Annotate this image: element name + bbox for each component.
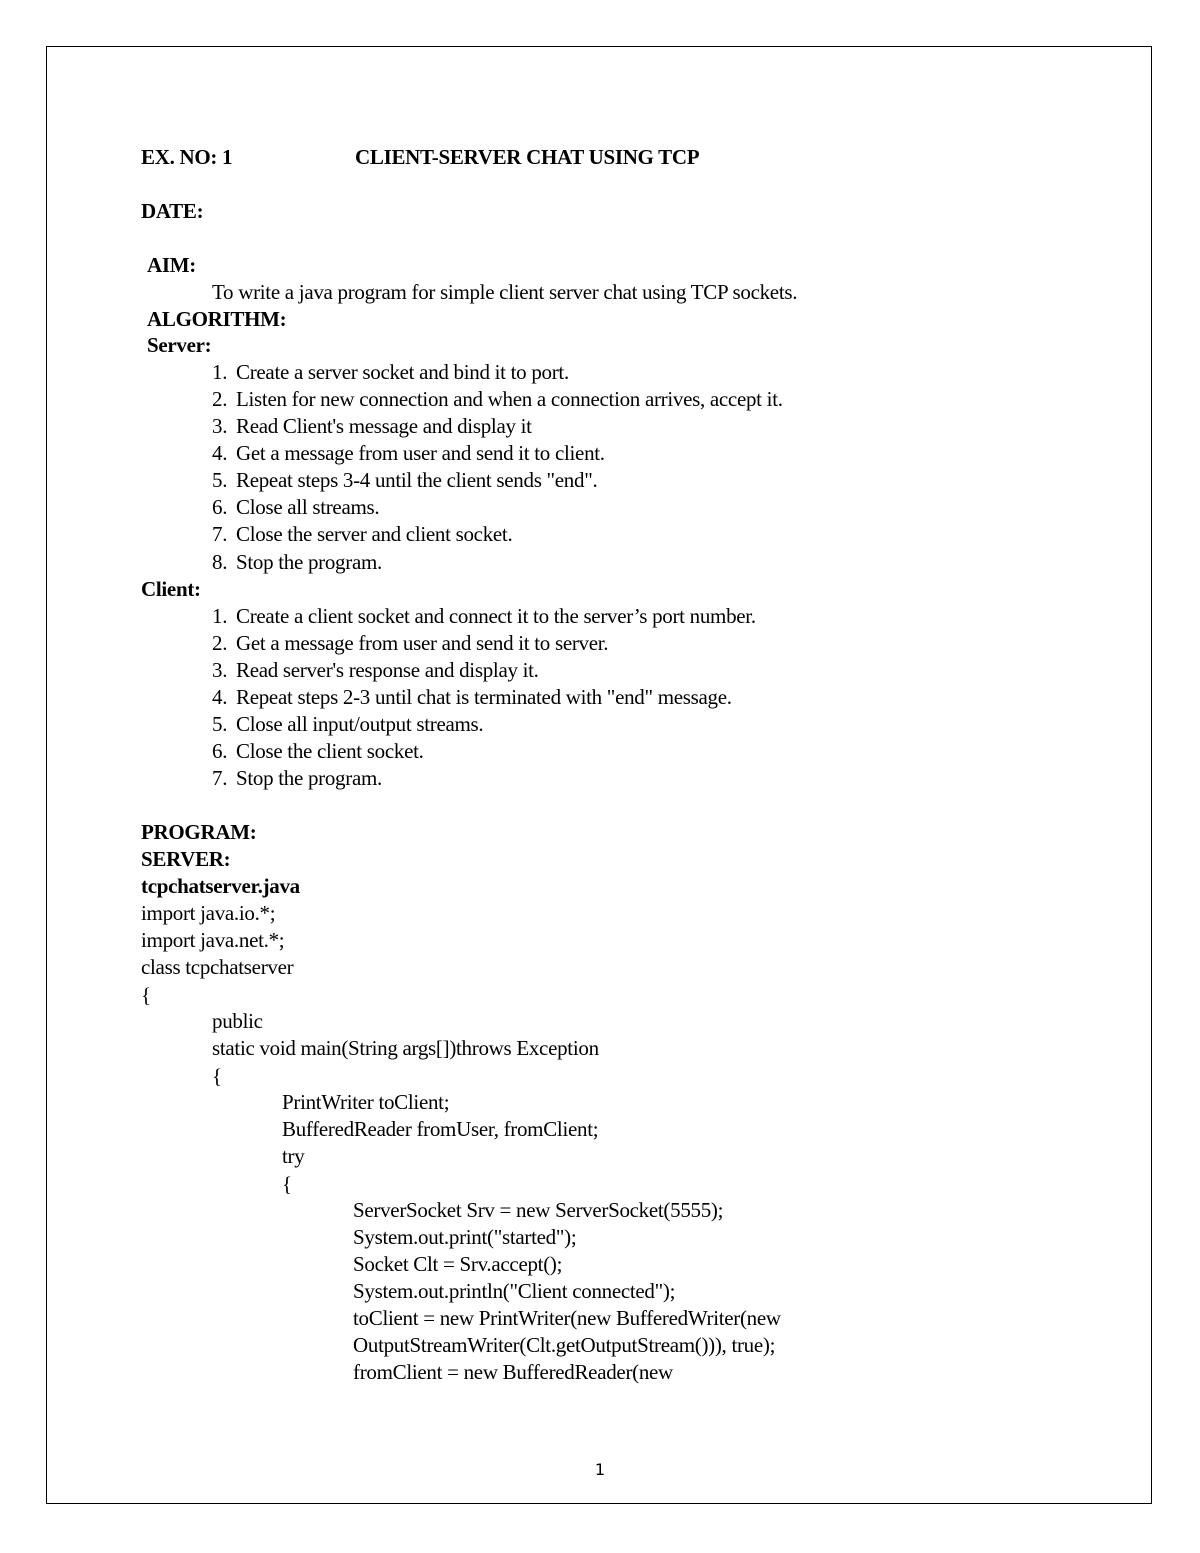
step-number: 6. (212, 739, 228, 763)
server-heading: Server: (147, 333, 212, 357)
code-line: import java.io.*; (141, 901, 276, 925)
step-text: Create a client socket and connect it to the server’s port number. (236, 604, 756, 628)
code-line: { (141, 983, 151, 1007)
server-step (212, 359, 569, 385)
step-number: 8. (212, 550, 228, 574)
step-text: Stop the program. (236, 550, 382, 574)
step-text: Repeat steps 2-3 until chat is terminated with "end" message. (236, 685, 732, 709)
code-line: BufferedReader fromUser, fromClient; (282, 1117, 599, 1141)
code-line: System.out.print("started"); (353, 1225, 577, 1249)
step-number: 6. (212, 495, 228, 519)
code-line: PrintWriter toClient; (282, 1090, 450, 1114)
step-text: Get a message from user and send it to server. (236, 631, 609, 655)
code-line: static void main(String args[])throws Exception (212, 1036, 599, 1060)
step-number: 4. (212, 685, 228, 709)
client-step (212, 630, 608, 656)
code-line: fromClient = new BufferedReader(new (353, 1360, 673, 1384)
code-line: Socket Clt = Srv.accept(); (353, 1252, 563, 1276)
code-line: ServerSocket Srv = new ServerSocket(5555); (353, 1198, 724, 1222)
step-text: Repeat steps 3-4 until the client sends "end". (236, 468, 598, 492)
server-step (212, 413, 532, 439)
client-heading: Client: (141, 577, 201, 601)
step-text: Listen for new connection and when a connection arrives, accept it. (236, 387, 783, 411)
client-step (212, 603, 756, 629)
step-number: 1. (212, 360, 228, 384)
program-heading: PROGRAM: (141, 820, 257, 844)
code-line: try (282, 1144, 305, 1168)
code-line: OutputStreamWriter(Clt.getOutputStream())), true); (353, 1333, 776, 1357)
algorithm-heading: ALGORITHM: (147, 307, 287, 331)
date-label: DATE: (141, 199, 204, 223)
source-filename: tcpchatserver.java (141, 874, 300, 898)
step-number: 2. (212, 387, 228, 411)
code-line: { (282, 1172, 292, 1196)
client-step (212, 684, 732, 710)
step-text: Close the client socket. (236, 739, 424, 763)
step-text: Read Client's message and display it (236, 414, 532, 438)
step-text: Close the server and client socket. (236, 522, 513, 546)
code-line: import java.net.*; (141, 928, 285, 952)
step-text: Stop the program. (236, 766, 382, 790)
code-line: { (212, 1064, 222, 1088)
client-step (212, 711, 483, 737)
server-step (212, 386, 783, 412)
server-program-label: SERVER: (141, 847, 231, 871)
step-number: 7. (212, 522, 228, 546)
page-number: 1 (594, 1460, 606, 1479)
step-number: 7. (212, 766, 228, 790)
aim-text: To write a java program for simple client server chat using TCP sockets. (212, 280, 798, 304)
server-step (212, 494, 379, 520)
step-number: 3. (212, 414, 228, 438)
step-number: 5. (212, 468, 228, 492)
server-step (212, 440, 605, 466)
server-step (212, 467, 597, 493)
client-step (212, 765, 382, 791)
step-text: Close all streams. (236, 495, 380, 519)
step-number: 4. (212, 441, 228, 465)
document-title: CLIENT-SERVER CHAT USING TCP (355, 145, 700, 169)
aim-heading: AIM: (147, 253, 196, 277)
step-number: 5. (212, 712, 228, 736)
step-text: Read server's response and display it. (236, 658, 539, 682)
step-text: Close all input/output streams. (236, 712, 484, 736)
step-text: Get a message from user and send it to client. (236, 441, 605, 465)
exercise-number: EX. NO: 1 (141, 145, 233, 169)
code-line: public (212, 1009, 263, 1033)
step-number: 2. (212, 631, 228, 655)
step-text: Create a server socket and bind it to port. (236, 360, 569, 384)
code-line: toClient = new PrintWriter(new BufferedWriter(new (353, 1306, 781, 1330)
code-line: class tcpchatserver (141, 955, 294, 979)
server-step (212, 521, 512, 547)
step-number: 1. (212, 604, 228, 628)
client-step (212, 738, 424, 764)
server-step (212, 549, 382, 575)
code-line: System.out.println("Client connected"); (353, 1279, 676, 1303)
client-step (212, 657, 539, 683)
step-number: 3. (212, 658, 228, 682)
